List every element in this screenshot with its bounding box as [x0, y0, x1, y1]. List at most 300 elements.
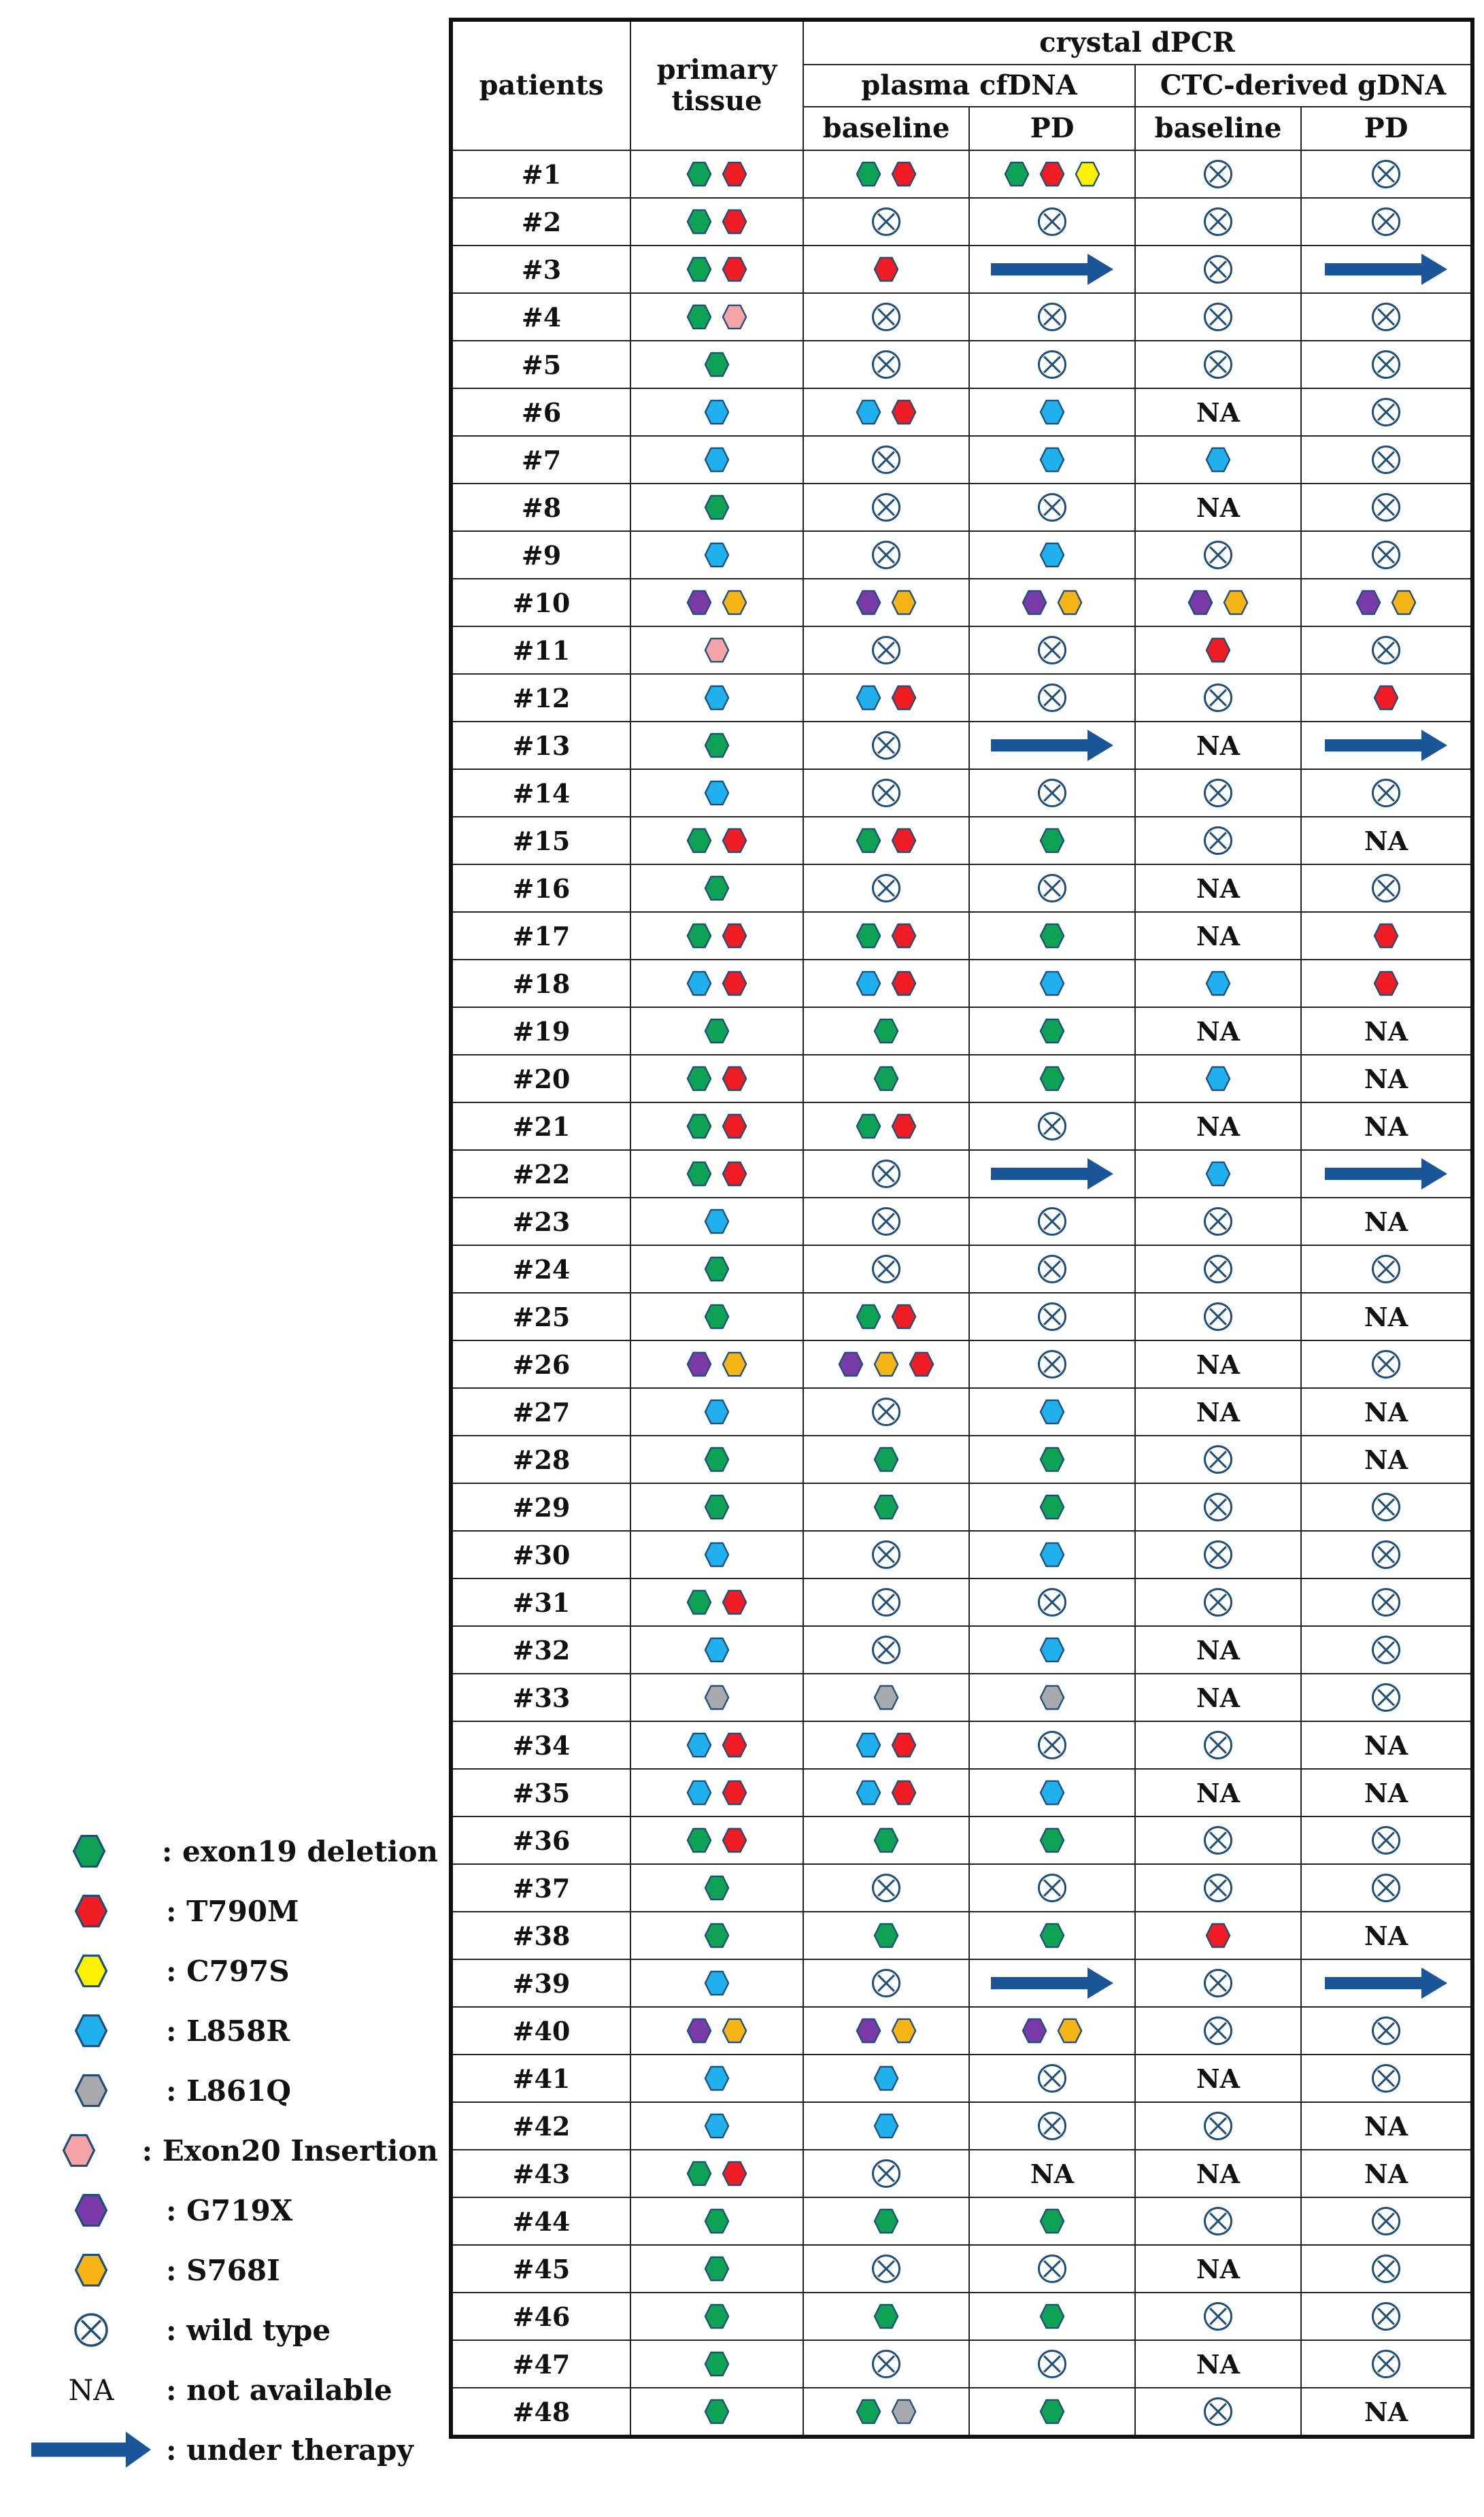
plasma-pd-cell — [969, 2102, 1135, 2150]
ctc-baseline-cell — [1135, 1959, 1301, 2007]
patient-id: #4 — [451, 293, 630, 341]
exon19-deletion-hexagon-icon — [704, 2256, 730, 2282]
exon19-deletion-hexagon-icon — [873, 2303, 899, 2329]
plasma-pd-cell — [969, 817, 1135, 864]
plasma-pd-cell — [969, 531, 1135, 579]
ctc-pd-cell — [1301, 388, 1472, 436]
wild-type-icon — [1202, 2015, 1234, 2046]
g719x-hexagon-icon — [856, 2018, 881, 2044]
ctc-baseline-cell — [1135, 246, 1301, 293]
exon19-deletion-hexagon-icon — [856, 2399, 881, 2425]
table-row — [451, 1007, 1472, 1055]
ctc-pd-cell — [1301, 293, 1472, 341]
not-available-text: NA — [1364, 1206, 1409, 1237]
ctc-baseline-cell — [1135, 1245, 1301, 1293]
not-available-text: NA — [1364, 825, 1409, 856]
wild-type-icon — [871, 873, 902, 904]
not-available-text: NA — [1196, 920, 1241, 951]
t790m-hexagon-icon — [891, 828, 917, 854]
exon19-deletion-hexagon-icon — [1039, 2303, 1065, 2329]
wild-type-icon — [1370, 1539, 1402, 1570]
header-ctc-pd: PD — [1301, 107, 1472, 150]
plasma-baseline-cell — [803, 531, 969, 579]
s768i-hexagon-icon — [891, 2018, 917, 2044]
not-available-text: NA — [1196, 2158, 1241, 2189]
wild-type-icon — [1202, 1872, 1234, 1904]
exon19-deletion-hexagon-icon — [1039, 2399, 1065, 2425]
plasma-pd-cell — [969, 626, 1135, 674]
s768i-hexagon-icon — [873, 1351, 899, 1377]
g719x-hexagon-icon — [1022, 590, 1047, 615]
exon19-deletion-hexagon-icon — [686, 2161, 712, 2186]
table-row — [451, 2340, 1472, 2388]
patient-id: #15 — [451, 817, 630, 864]
header-plasma-baseline: baseline — [803, 107, 969, 150]
exon19-deletion-hexagon-icon — [1039, 1066, 1065, 1092]
exon19-deletion-hexagon-icon — [704, 494, 730, 520]
patient-id: #44 — [451, 2197, 630, 2245]
patient-id: #33 — [451, 1674, 630, 1721]
wild-type-icon — [1036, 1587, 1068, 1618]
wild-type-icon — [1036, 1729, 1068, 1761]
table-row — [451, 1721, 1472, 1769]
t790m-hexagon-icon — [891, 1732, 917, 1758]
wild-type-icon — [1036, 1349, 1068, 1380]
ctc-baseline-cell — [1135, 341, 1301, 388]
primary-tissue-cell — [630, 1388, 803, 1436]
ctc-baseline-cell — [1135, 769, 1301, 817]
wild-type-icon — [1370, 2206, 1402, 2237]
wild-type-icon — [1370, 2301, 1402, 2332]
t790m-hexagon-icon — [891, 685, 917, 711]
exon19-deletion-hexagon-icon — [1039, 1018, 1065, 1044]
wild-type-icon — [1202, 1444, 1234, 1475]
l858r-hexagon-icon — [1039, 970, 1065, 996]
wild-type-icon — [1370, 2063, 1402, 2094]
plasma-baseline-cell — [803, 1721, 969, 1769]
t790m-hexagon-icon — [722, 1732, 747, 1758]
ctc-pd-cell — [1301, 2007, 1472, 2055]
primary-tissue-cell — [630, 246, 803, 293]
wild-type-icon — [871, 1158, 902, 1189]
plasma-pd-cell — [969, 1864, 1135, 1912]
ctc-pd-cell — [1301, 2055, 1472, 2102]
ctc-pd-cell — [1301, 1769, 1472, 1817]
wild-type-icon — [1202, 2110, 1234, 2142]
l858r-hexagon-icon — [704, 1637, 730, 1663]
patient-id: #48 — [451, 2388, 630, 2437]
table-row — [451, 1817, 1472, 1864]
patient-id: #1 — [451, 150, 630, 198]
legend-label: : S768I — [166, 2253, 280, 2287]
ctc-baseline-cell — [1135, 960, 1301, 1007]
table-row — [451, 2388, 1472, 2437]
exon20-insertion-hexagon-icon — [722, 304, 747, 330]
ctc-baseline-cell — [1135, 579, 1301, 626]
ctc-pd-cell — [1301, 1293, 1472, 1340]
patient-id: #26 — [451, 1340, 630, 1388]
s768i-hexagon-icon — [891, 590, 917, 615]
legend-item — [16, 2180, 438, 2240]
primary-tissue-cell — [630, 1436, 803, 1483]
wild-type-icon — [1036, 635, 1068, 666]
not-available-text: NA — [1196, 2253, 1241, 2284]
wild-type-icon — [1036, 1253, 1068, 1285]
not-available-text: NA — [1364, 1396, 1409, 1428]
exon19-deletion-hexagon-icon — [1004, 161, 1030, 187]
exon19-deletion-hexagon-icon — [856, 828, 881, 854]
not-available-text: NA — [1196, 2063, 1241, 2094]
t790m-hexagon-icon — [722, 209, 747, 235]
ctc-baseline-cell — [1135, 2388, 1301, 2437]
exon19-deletion-hexagon-icon — [873, 2208, 899, 2234]
wild-type-icon — [871, 730, 902, 761]
t790m-hexagon-icon — [722, 1066, 747, 1092]
exon19-deletion-hexagon-icon — [856, 161, 881, 187]
wild-type-icon — [1370, 349, 1402, 380]
exon19-deletion-hexagon-icon — [704, 2399, 730, 2425]
plasma-baseline-cell — [803, 1769, 969, 1817]
g719x-hexagon-icon — [1022, 2018, 1047, 2044]
wild-type-icon — [871, 2253, 902, 2284]
t790m-hexagon-icon — [891, 1304, 917, 1330]
primary-tissue-cell — [630, 1531, 803, 1578]
plasma-pd-cell — [969, 2197, 1135, 2245]
wild-type-icon — [871, 1872, 902, 1904]
ctc-baseline-cell — [1135, 1055, 1301, 1102]
wild-type-icon — [1036, 2063, 1068, 2094]
table-row — [451, 1293, 1472, 1340]
table-row — [451, 1769, 1472, 1817]
wild-type-icon — [1202, 2301, 1234, 2332]
t790m-hexagon-icon — [891, 399, 917, 425]
ctc-pd-cell — [1301, 2340, 1472, 2388]
plasma-baseline-cell — [803, 150, 969, 198]
ctc-baseline-cell — [1135, 293, 1301, 341]
legend-item — [16, 2300, 438, 2360]
legend-item — [16, 2360, 438, 2420]
patient-id: #20 — [451, 1055, 630, 1102]
ctc-pd-cell — [1301, 1483, 1472, 1531]
g719x-hexagon-icon — [686, 2018, 712, 2044]
l861q-hexagon-icon — [1039, 1685, 1065, 1710]
plasma-pd-cell — [969, 1102, 1135, 1150]
ctc-pd-cell — [1301, 1436, 1472, 1483]
exon19-deletion-hexagon-icon — [1039, 1494, 1065, 1520]
l858r-hexagon-icon — [1039, 542, 1065, 568]
wild-type-icon — [1202, 777, 1234, 809]
l858r-hexagon-icon — [704, 1209, 730, 1234]
l858r-hexagon-icon — [1205, 1066, 1231, 1092]
primary-tissue-cell — [630, 1912, 803, 1959]
plasma-baseline-cell — [803, 1864, 969, 1912]
plasma-baseline-cell — [803, 2102, 969, 2150]
not-available-text: NA — [1196, 2348, 1241, 2380]
wild-type-icon — [1370, 635, 1402, 666]
plasma-pd-cell — [969, 1959, 1135, 2007]
patient-id: #22 — [451, 1150, 630, 1198]
legend-hexagon-icon — [16, 1954, 166, 1988]
l858r-hexagon-icon — [704, 780, 730, 806]
table-row — [451, 2055, 1472, 2102]
wild-type-icon — [1370, 1253, 1402, 1285]
legend-item — [16, 1941, 438, 2001]
t790m-hexagon-icon — [1373, 970, 1399, 996]
primary-tissue-cell — [630, 722, 803, 769]
patient-id: #30 — [451, 1531, 630, 1578]
wild-type-icon — [871, 1253, 902, 1285]
ctc-pd-cell — [1301, 2197, 1472, 2245]
legend-label: : not available — [166, 2373, 392, 2407]
plasma-baseline-cell — [803, 2340, 969, 2388]
ctc-pd-cell — [1301, 1959, 1472, 2007]
l858r-hexagon-icon — [856, 1780, 881, 1806]
plasma-baseline-cell — [803, 1245, 969, 1293]
table-body — [451, 150, 1472, 2437]
patient-id: #16 — [451, 864, 630, 912]
t790m-hexagon-icon — [1039, 161, 1065, 187]
header-patients: patients — [451, 20, 630, 150]
exon19-deletion-hexagon-icon — [873, 1923, 899, 1948]
plasma-baseline-cell — [803, 2388, 969, 2437]
plasma-pd-cell — [969, 1912, 1135, 1959]
plasma-baseline-cell — [803, 1959, 969, 2007]
patient-id: #12 — [451, 674, 630, 722]
wild-type-icon — [1370, 396, 1402, 428]
wild-type-icon — [871, 301, 902, 333]
wild-type-icon — [871, 539, 902, 571]
ctc-baseline-cell — [1135, 1674, 1301, 1721]
plasma-baseline-cell — [803, 246, 969, 293]
not-available-text: NA — [1196, 1396, 1241, 1428]
t790m-hexagon-icon — [722, 161, 747, 187]
ctc-baseline-cell — [1135, 1626, 1301, 1674]
patient-id: #45 — [451, 2245, 630, 2293]
primary-tissue-cell — [630, 1578, 803, 1626]
table-row — [451, 912, 1472, 960]
table-row — [451, 1388, 1472, 1436]
plasma-baseline-cell — [803, 1912, 969, 1959]
exon19-deletion-hexagon-icon — [1039, 923, 1065, 949]
ctc-pd-cell — [1301, 2150, 1472, 2197]
table-row — [451, 1578, 1472, 1626]
patient-id: #39 — [451, 1959, 630, 2007]
plasma-baseline-cell — [803, 864, 969, 912]
wild-type-icon — [1202, 254, 1234, 285]
primary-tissue-cell — [630, 1102, 803, 1150]
plasma-baseline-cell — [803, 579, 969, 626]
table-row — [451, 1864, 1472, 1912]
t790m-hexagon-icon — [1373, 923, 1399, 949]
wild-type-icon — [1202, 1825, 1234, 1856]
g719x-hexagon-icon — [686, 1351, 712, 1377]
table-row — [451, 2197, 1472, 2245]
plasma-baseline-cell — [803, 388, 969, 436]
ctc-baseline-cell — [1135, 1007, 1301, 1055]
exon19-deletion-hexagon-icon — [704, 732, 730, 758]
wild-type-icon — [1370, 1634, 1402, 1666]
l858r-hexagon-icon — [686, 1780, 712, 1806]
table-row — [451, 1102, 1472, 1150]
ctc-pd-cell — [1301, 1531, 1472, 1578]
wild-type-icon — [1036, 2110, 1068, 2142]
exon19-deletion-hexagon-icon — [686, 209, 712, 235]
wild-type-icon — [1202, 301, 1234, 333]
plasma-pd-cell — [969, 2150, 1135, 2197]
plasma-pd-cell — [969, 1340, 1135, 1388]
wild-type-icon — [1202, 682, 1234, 713]
plasma-pd-cell — [969, 484, 1135, 531]
legend-label: : Exon20 Insertion — [141, 2133, 438, 2167]
g719x-hexagon-icon — [1355, 590, 1381, 615]
exon19-deletion-hexagon-icon — [873, 1447, 899, 1472]
exon19-deletion-hexagon-icon — [686, 1113, 712, 1139]
table-row — [451, 1198, 1472, 1245]
wild-type-icon — [1370, 1872, 1402, 1904]
exon19-deletion-hexagon-icon — [704, 2351, 730, 2377]
wild-type-icon — [1202, 1206, 1234, 1237]
header-primary-tissue: primary tissue — [630, 20, 803, 150]
wild-type-icon — [1036, 2253, 1068, 2284]
l858r-hexagon-icon — [704, 1542, 730, 1568]
wild-type-icon — [1370, 1349, 1402, 1380]
ctc-pd-cell — [1301, 1055, 1472, 1102]
ctc-pd-cell — [1301, 1150, 1472, 1198]
g719x-hexagon-icon — [838, 1351, 864, 1377]
wild-type-icon — [1202, 2396, 1234, 2427]
s768i-hexagon-icon — [722, 1351, 747, 1377]
primary-tissue-cell — [630, 2102, 803, 2150]
plasma-pd-cell — [969, 341, 1135, 388]
plasma-pd-cell — [969, 674, 1135, 722]
t790m-hexagon-icon — [722, 1161, 747, 1187]
wild-type-icon — [1370, 2015, 1402, 2046]
not-available-text: NA — [1196, 1111, 1241, 1142]
table-row — [451, 1483, 1472, 1531]
not-available-text: NA — [1196, 492, 1241, 523]
legend-item — [16, 1821, 438, 1881]
l858r-hexagon-icon — [873, 2065, 899, 2091]
not-available-text: NA — [1364, 2158, 1409, 2189]
wild-type-icon — [871, 2348, 902, 2380]
l858r-hexagon-icon — [1039, 1780, 1065, 1806]
legend-hexagon-icon — [16, 2193, 166, 2227]
primary-tissue-cell — [630, 1721, 803, 1769]
exon19-deletion-hexagon-icon — [1039, 1923, 1065, 1948]
l858r-hexagon-icon — [704, 2113, 730, 2139]
not-available-text: NA — [1196, 730, 1241, 761]
plasma-pd-cell — [969, 2388, 1135, 2437]
ctc-baseline-cell — [1135, 1340, 1301, 1388]
l858r-hexagon-icon — [1039, 447, 1065, 473]
exon19-deletion-hexagon-icon — [686, 1161, 712, 1187]
wild-type-icon — [1202, 1967, 1234, 1999]
l858r-hexagon-icon — [1205, 970, 1231, 996]
exon19-deletion-hexagon-icon — [704, 2208, 730, 2234]
patient-id: #19 — [451, 1007, 630, 1055]
wild-type-icon — [1036, 301, 1068, 333]
table-row — [451, 817, 1472, 864]
plasma-pd-cell — [969, 1817, 1135, 1864]
ctc-baseline-cell — [1135, 1912, 1301, 1959]
not-available-text: NA — [1364, 1729, 1409, 1761]
primary-tissue-cell — [630, 1007, 803, 1055]
patient-id: #10 — [451, 579, 630, 626]
plasma-baseline-cell — [803, 912, 969, 960]
wild-type-icon — [1202, 825, 1234, 856]
ctc-pd-cell — [1301, 341, 1472, 388]
exon19-deletion-hexagon-icon — [686, 1589, 712, 1615]
ctc-baseline-cell — [1135, 864, 1301, 912]
table-row — [451, 864, 1472, 912]
t790m-hexagon-icon — [722, 923, 747, 949]
not-available-text: NA — [1196, 873, 1241, 904]
t790m-hexagon-icon — [722, 970, 747, 996]
ctc-pd-cell — [1301, 626, 1472, 674]
plasma-baseline-cell — [803, 1150, 969, 1198]
exon19-deletion-hexagon-icon — [704, 1304, 730, 1330]
patient-id: #6 — [451, 388, 630, 436]
plasma-pd-cell — [969, 1007, 1135, 1055]
not-available-text: NA — [1196, 1682, 1241, 1713]
plasma-pd-cell — [969, 1769, 1135, 1817]
not-available-text: NA — [1364, 1920, 1409, 1951]
l858r-hexagon-icon — [704, 1970, 730, 1996]
plasma-baseline-cell — [803, 1388, 969, 1436]
exon19-deletion-hexagon-icon — [686, 161, 712, 187]
not-available-text: NA — [1196, 1015, 1241, 1047]
primary-tissue-cell — [630, 436, 803, 484]
plasma-pd-cell — [969, 960, 1135, 1007]
ctc-pd-cell — [1301, 1912, 1472, 1959]
wild-type-icon — [1036, 2348, 1068, 2380]
patient-id: #43 — [451, 2150, 630, 2197]
plasma-baseline-cell — [803, 1293, 969, 1340]
wild-type-icon — [1370, 1491, 1402, 1523]
table-row — [451, 293, 1472, 341]
table-row — [451, 1531, 1472, 1578]
ctc-baseline-cell — [1135, 1769, 1301, 1817]
primary-tissue-cell — [630, 293, 803, 341]
plasma-pd-cell — [969, 246, 1135, 293]
wild-type-icon — [1202, 349, 1234, 380]
under-therapy-arrow-icon — [1325, 728, 1447, 762]
plasma-pd-cell — [969, 150, 1135, 198]
wild-type-icon — [1370, 873, 1402, 904]
plasma-baseline-cell — [803, 817, 969, 864]
table-row — [451, 2102, 1472, 2150]
ctc-baseline-cell — [1135, 388, 1301, 436]
not-available-text: NA — [1030, 2158, 1075, 2189]
wild-type-icon — [1202, 1301, 1234, 1332]
exon20-insertion-hexagon-icon — [704, 637, 730, 663]
plasma-baseline-cell — [803, 1578, 969, 1626]
exon19-deletion-hexagon-icon — [856, 923, 881, 949]
table-row — [451, 1959, 1472, 2007]
plasma-baseline-cell — [803, 1531, 969, 1578]
l858r-hexagon-icon — [1205, 1161, 1231, 1187]
exon19-deletion-hexagon-icon — [1039, 828, 1065, 854]
legend-label: : under therapy — [166, 2433, 414, 2467]
l858r-hexagon-icon — [704, 685, 730, 711]
l858r-hexagon-icon — [1039, 399, 1065, 425]
t790m-hexagon-icon — [722, 1589, 747, 1615]
t790m-hexagon-icon — [891, 970, 917, 996]
wild-type-icon — [1036, 873, 1068, 904]
wild-type-icon — [1202, 1539, 1234, 1570]
primary-tissue-cell — [630, 2340, 803, 2388]
l858r-hexagon-icon — [1039, 1399, 1065, 1425]
